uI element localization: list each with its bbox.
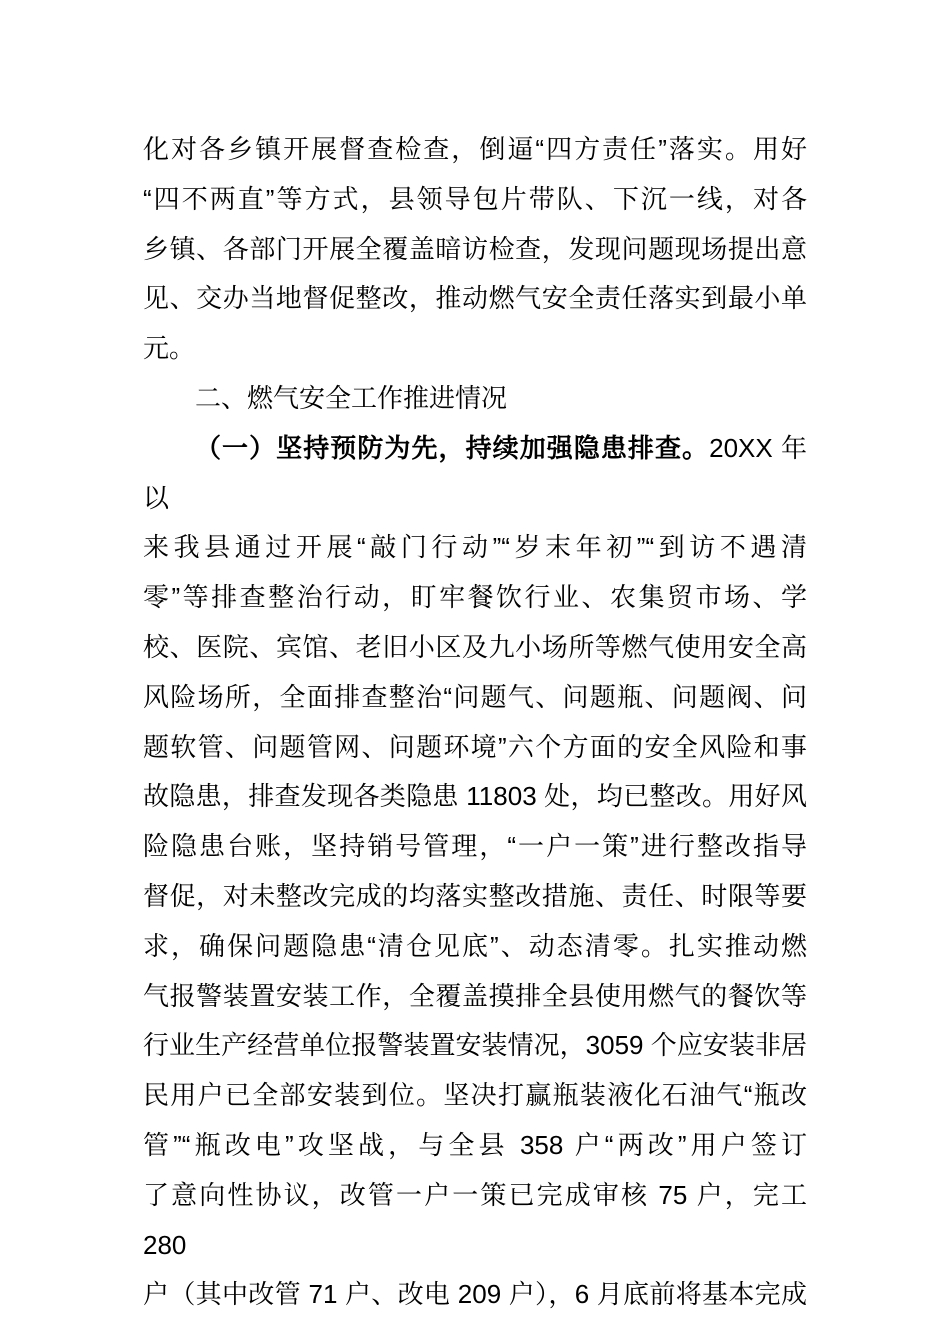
text-line bbox=[143, 225, 807, 275]
text-line bbox=[143, 1071, 807, 1121]
text-line bbox=[143, 1121, 807, 1171]
text-segment: “四不两直”等方式，县领导包片带队、下沉一线，对各 bbox=[143, 183, 807, 214]
text-segment: 化对各乡镇开展督查检查，倒逼“四方责任”落实。用好 bbox=[143, 134, 807, 164]
text-line bbox=[143, 1270, 807, 1320]
text-line bbox=[143, 822, 807, 872]
text-line bbox=[143, 972, 807, 1022]
text-line bbox=[143, 125, 807, 175]
text-line bbox=[143, 772, 807, 822]
text-line bbox=[143, 523, 807, 573]
text-line bbox=[143, 175, 807, 225]
text-segment: 乡镇、各部门开展全覆盖暗访检查，发现问题现场提出意 bbox=[143, 233, 807, 264]
text-line bbox=[143, 872, 807, 922]
text-segment: 见、交办当地督促整改，推动燃气安全责任落实到最小单 bbox=[143, 283, 807, 314]
document-body bbox=[143, 125, 807, 1320]
text-segment: 风险场所，全面排查整治“问题气、问题瓶、问题阀、问 bbox=[143, 681, 807, 712]
text-segment: 二、燃气安全工作推进情况 bbox=[195, 382, 508, 413]
text-segment: 民用户已全部安装到位。坚决打赢瓶装液化石油气“瓶改 bbox=[143, 1080, 807, 1111]
text-segment: 20XX 年以 bbox=[143, 432, 807, 513]
text-segment: 求，确保问题隐患“清仓见底”、动态清零。扎实推动燃 bbox=[143, 930, 807, 961]
text-segment: 管”“瓶改电”攻坚战，与全县 358 户“两改”用户签订 bbox=[143, 1129, 807, 1160]
text-line bbox=[143, 1021, 807, 1071]
text-segment: 来我县通过开展“敲门行动”“岁末年初”“到访不遇清 bbox=[143, 532, 807, 563]
text-segment: 险隐患台账，坚持销号管理，“一户一策”进行整改指导 bbox=[143, 831, 807, 862]
text-line bbox=[143, 274, 807, 324]
text-segment: 行业生产经营单位报警装置安装情况，3059 个应安装非居 bbox=[143, 1030, 807, 1061]
text-line bbox=[143, 324, 807, 374]
text-line bbox=[143, 573, 807, 623]
text-line bbox=[143, 623, 807, 673]
text-segment: 户（其中改管 71 户、改电 209 户），6 月底前将基本完成 bbox=[143, 1279, 807, 1310]
text-segment: 题软管、问题管网、问题环境”六个方面的安全风险和事 bbox=[143, 731, 807, 762]
text-segment: 零”等排查整治行动，盯牢餐饮行业、农集贸市场、学 bbox=[143, 582, 807, 613]
text-segment: 元。 bbox=[143, 333, 196, 364]
bold-text-segment: （一）坚持预防为先，持续加强隐患排查。 bbox=[195, 432, 710, 463]
text-line bbox=[143, 424, 807, 524]
text-segment: 气报警装置安装工作，全覆盖摸排全县使用燃气的餐饮等 bbox=[143, 980, 807, 1011]
text-segment: 故隐患，排查发现各类隐患 11803 处，均已整改。用好风 bbox=[143, 781, 807, 812]
text-segment: 校、医院、宾馆、老旧小区及九小场所等燃气使用安全高 bbox=[143, 631, 807, 662]
text-segment: 督促，对未整改完成的均落实整改措施、责任、时限等要 bbox=[143, 880, 807, 911]
text-line bbox=[143, 723, 807, 773]
text-line bbox=[143, 673, 807, 723]
text-line bbox=[143, 922, 807, 972]
text-line bbox=[143, 374, 807, 424]
text-line bbox=[143, 1171, 807, 1271]
text-segment: 了意向性协议，改管一户一策已完成审核 75 户，完工 280 bbox=[143, 1179, 807, 1260]
